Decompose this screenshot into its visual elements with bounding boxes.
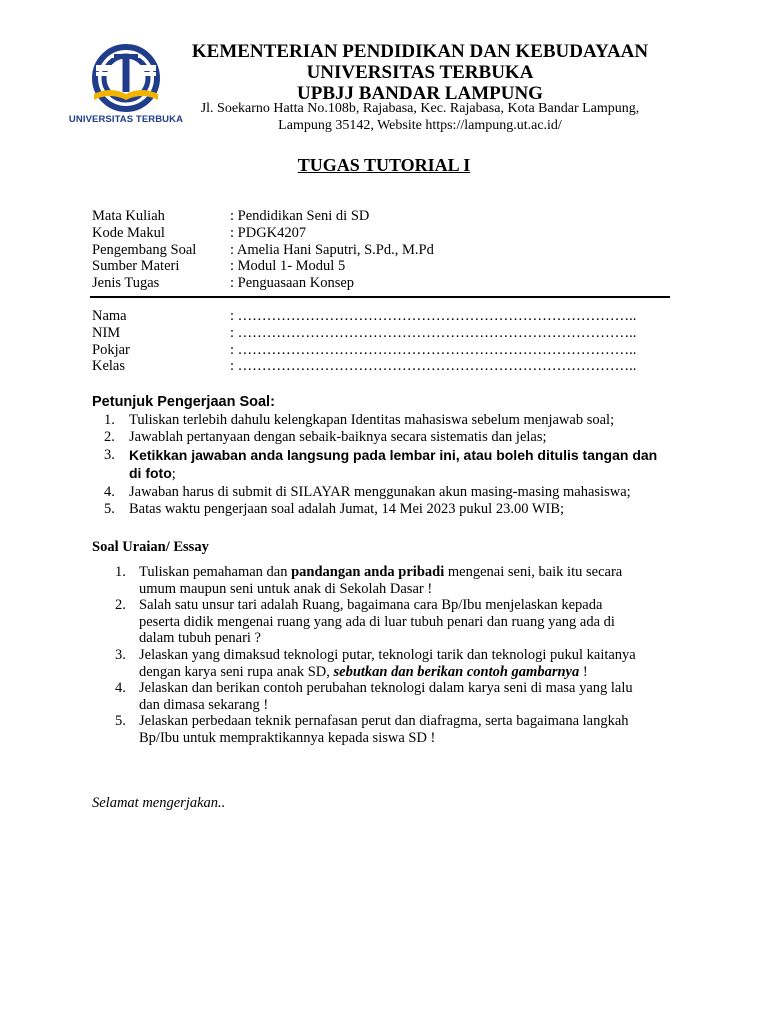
list-item (104, 429, 684, 446)
student-blank[interactable]: : ……………………………………………………………………….. (230, 324, 637, 341)
info-value: : Pendidikan Seni di SD (230, 208, 370, 224)
instructions-heading: Petunjuk Pengerjaan Soal: (92, 394, 275, 410)
essay-questions (115, 564, 685, 747)
upbjj-name: UPBJJ BANDAR LAMPUNG (297, 83, 543, 104)
closing-note: Selamat mengerjakan.. (92, 795, 226, 811)
student-blank[interactable]: : ……………………………………………………………………….. (230, 308, 637, 324)
student-blank[interactable]: : ……………………………………………………………………….. (230, 358, 637, 375)
question-text: Jelaskan yang dimaksud teknologi putar, teknologi tarik dan teknologi pukul kaitanya (139, 646, 636, 663)
document-title: TUGAS TUTORIAL I (297, 155, 471, 175)
ministry-name: KEMENTERIAN PENDIDIKAN DAN KEBUDAYAAN (191, 41, 649, 62)
item-number: 4. (104, 484, 115, 501)
student-row-pokjar (92, 342, 636, 359)
info-label: Sumber Materi (92, 258, 180, 275)
item-text-bold: Ketikkan jawaban anda langsung pada lembar ini, atau boleh ditulis tangan dan (129, 447, 658, 464)
student-label: Nama (92, 308, 127, 324)
info-row-sumber-materi (92, 258, 434, 275)
question-text: Bp/Ibu untuk mempraktikannya kepada siswa SD ! (139, 729, 436, 746)
student-row-nim (92, 325, 636, 342)
info-label: Pengembang Soal (92, 241, 197, 258)
item-text: Jawaban harus di submit di SILAYAR menggunakan akun masing-masing mahasiswa; (129, 484, 631, 501)
list-item (104, 412, 684, 429)
question-item (115, 713, 685, 746)
student-blank[interactable]: : ……………………………………………………………………….. (230, 341, 637, 358)
info-value: : Penguasaan Konsep (230, 275, 355, 292)
address-line-2: Lampung 35142, Website https://lampung.ut.ac.id/ (278, 118, 562, 133)
info-value: : Amelia Hani Saputri, S.Pd., M.Pd (230, 241, 434, 258)
item-number: 1. (104, 412, 115, 428)
question-text: peserta didik mengenai ruang yang ada di luar tubuh penari dan ruang yang ada di (139, 613, 615, 630)
student-row-kelas (92, 358, 636, 375)
question-text: Tuliskan pemahaman dan (139, 564, 292, 580)
question-text: umum maupun seni untuk anak di Sekolah Dasar ! (139, 580, 433, 597)
question-text: dalam tubuh penari ? (139, 630, 261, 647)
student-label: NIM (92, 324, 121, 341)
instructions-list (104, 412, 684, 518)
question-text: Salah satu unsur tari adalah Ruang, bagaimana cara Bp/Ibu menjelaskan kepada (139, 597, 603, 614)
info-row-pengembang-soal (92, 242, 434, 259)
item-number: 5. (104, 500, 115, 517)
question-text: ! (579, 663, 588, 680)
course-info (92, 208, 434, 292)
info-label: Kode Makul (92, 224, 165, 241)
info-label: Mata Kuliah (92, 208, 165, 224)
question-text: Jelaskan dan berikan contoh perubahan teknologi dalam karya seni di masa yang lalu (139, 680, 633, 697)
question-text: mengenai seni, baik itu secara (444, 564, 623, 580)
info-value: : Modul 1- Modul 5 (230, 258, 346, 275)
student-row-nama (92, 308, 636, 325)
question-text: Jelaskan perbedaan teknik pernafasan perut dan diafragma, serta bagaimana langkah (139, 713, 629, 730)
question-item (115, 680, 685, 713)
item-text-bold: di foto (129, 464, 172, 481)
info-label: Jenis Tugas (92, 275, 160, 292)
list-item (104, 484, 684, 501)
info-row-kode-makul (92, 225, 434, 242)
essay-heading: Soal Uraian/ Essay (92, 539, 209, 555)
question-number: 2. (115, 597, 126, 614)
student-label: Pokjar (92, 341, 130, 358)
question-number: 4. (115, 680, 126, 697)
question-text-bold: pandangan anda pribadi (291, 564, 445, 580)
question-number: 1. (115, 564, 126, 580)
divider (90, 296, 670, 298)
info-value: : PDGK4207 (230, 224, 307, 241)
item-text: Jawablah pertanyaan dengan sebaik-baiknya secara sistematis dan jelas; (129, 428, 547, 445)
item-text: Batas waktu pengerjaan soal adalah Jumat, 14 Mei 2023 pukul 23.00 WIB; (129, 500, 565, 517)
info-row-mata-kuliah (92, 208, 434, 225)
question-number: 3. (115, 646, 126, 663)
question-item (115, 564, 685, 597)
student-label: Kelas (92, 358, 126, 375)
item-number: 3. (104, 447, 115, 464)
address-line-1: Jl. Soekarno Hatta No.108b, Rajabasa, Kec. Rajabasa, Kota Bandar Lampung, (200, 101, 640, 116)
item-text: Tuliskan terlebih dahulu kelengkapan Identitas mahasiswa sebelum menjawab soal; (129, 412, 615, 428)
logo-wordmark: UNIVERSITAS TERBUKA (68, 114, 184, 125)
question-number: 5. (115, 713, 126, 730)
info-row-jenis-tugas (92, 275, 434, 292)
university-name: UNIVERSITAS TERBUKA (306, 62, 534, 83)
question-text: dan dimasa sekarang ! (139, 696, 269, 713)
list-item (104, 447, 684, 482)
item-text: ; (171, 465, 176, 482)
list-item (104, 501, 684, 518)
question-text: dengan karya seni rupa anak SD, (139, 663, 334, 680)
question-text-bold-italic: sebutkan dan berikan contoh gambarnya (333, 663, 580, 680)
question-item (115, 597, 685, 647)
item-number: 2. (104, 428, 115, 445)
student-info (92, 308, 636, 375)
question-item (115, 647, 685, 680)
